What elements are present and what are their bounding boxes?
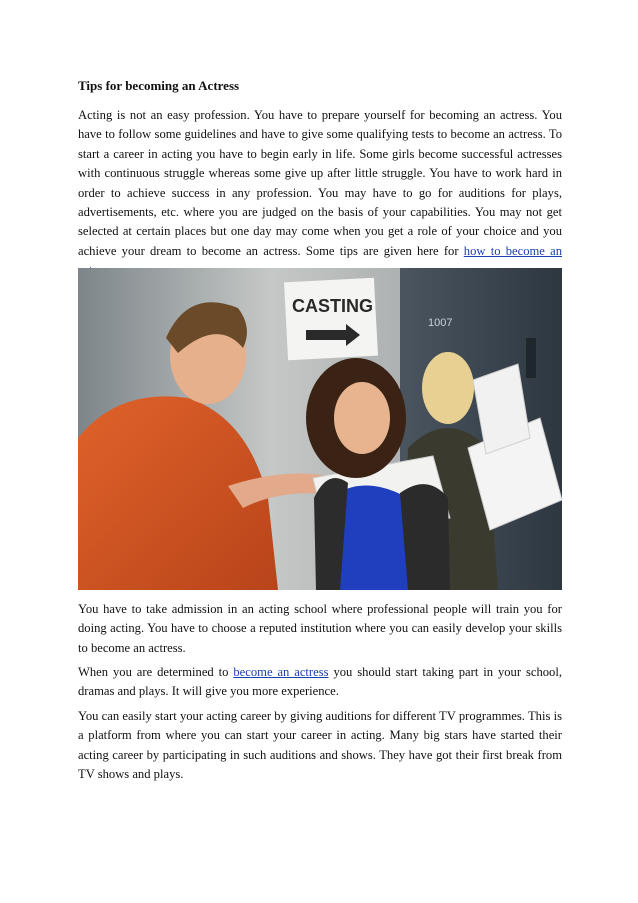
- door-number: 1007: [428, 317, 453, 329]
- p3-start: When you are determined to: [78, 665, 234, 679]
- tv-auditions-paragraph: You can easily start your acting career by giving auditions for different TV programmes. This is a platform from where you can start your career in acting. Many big stars have started their acting career by participating in such auditions and shows. They have got their first break from TV shows and plays.: [78, 709, 562, 782]
- casting-sign: [284, 278, 378, 361]
- p3-end: you should start taking part in your school, dramas and plays. It will give you more experience.: [78, 665, 562, 699]
- casting-photo: [78, 268, 562, 590]
- casting-sign-text: CASTING: [292, 296, 373, 316]
- how-to-become-actress-link[interactable]: how to become an: [463, 243, 562, 258]
- acting-school-paragraph: You have to take admission in an acting school where professional people will train you for doing acting. You have to choose a reputed institution where you can easily develop your skills to become an actress.: [78, 602, 562, 655]
- page-title: Tips for becoming an Actress: [78, 78, 240, 93]
- intro-paragraph: [78, 106, 562, 281]
- intro-text: Acting is not an easy profession. You have to prepare yourself for becoming an actress. You have to follow some guidelines and have to give some qualifying tests to become an actress. To start a career in acting you have to begin early in life. Some girls become successful actresses with continuous struggle whereas some give up after little struggle. You have to work hard in order to achieve success in any profession. You may have to go for auditions for plays, advertisements, etc. where you are judged on the basis of your capabilities. You may not get selected at certain places but one day may come when you get a role of your choice and you achieve your dream to become an actress. Some tips are given here for: [78, 108, 562, 258]
- become-actress-link[interactable]: become an actress: [233, 665, 329, 679]
- school-dramas-paragraph: [78, 663, 562, 702]
